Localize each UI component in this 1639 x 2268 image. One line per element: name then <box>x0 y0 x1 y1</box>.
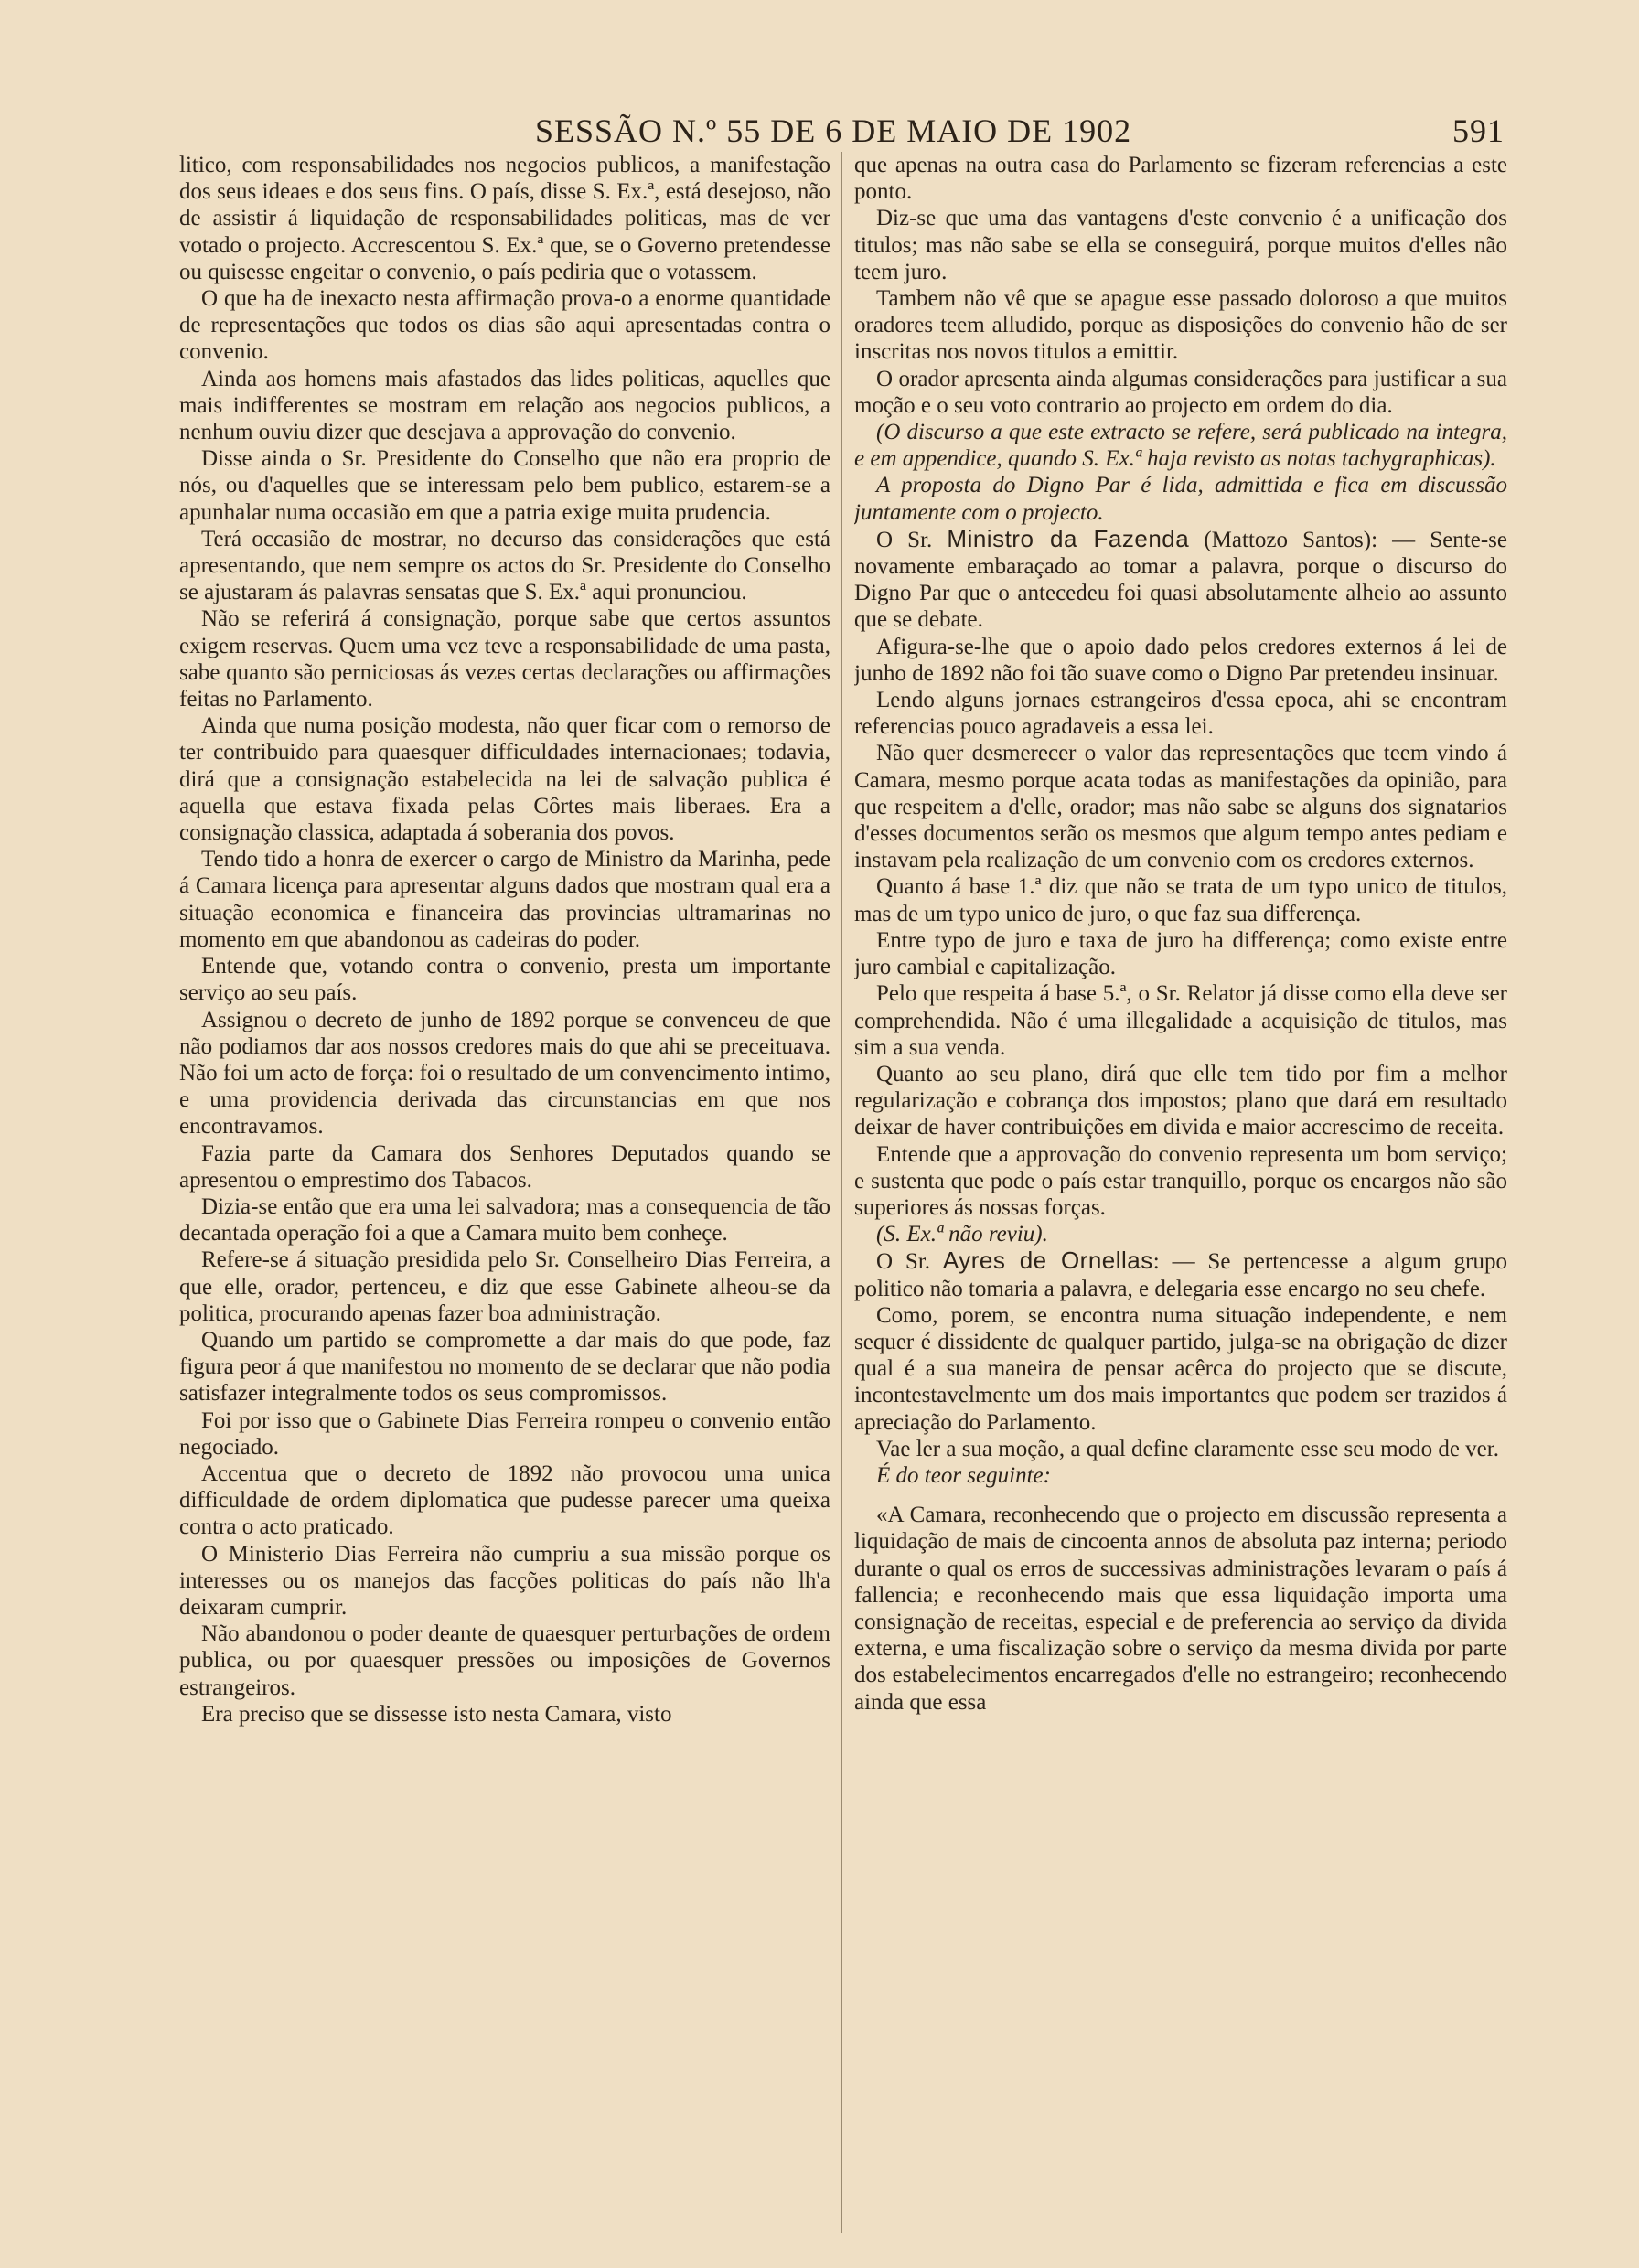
paragraph: Entre typo de juro e taxa de juro ha differença; como existe entre juro cambial e capitalização. <box>854 927 1507 980</box>
paragraph: Pelo que respeita á base 5.ª, o Sr. Relator já disse como ella deve ser comprehendida. Não é uma illegalidade a acquisição de titulos, mas sim a sua venda. <box>854 981 1507 1060</box>
paragraph: Quanto á base 1.ª diz que não se trata de um typo unico de titulos, mas de um typo unico de juro, o que faz sua differença. <box>854 874 1507 926</box>
editorial-note: (O discurso a que este extracto se refere, será publicado na integra, e em appendice, quando S. Ex.ª haja revisto as notas tachygraphicas). <box>854 420 1507 472</box>
speaker-name: Ministro da Fazenda <box>947 524 1190 552</box>
paragraph: Como, porem, se encontra numa situação independente, e nem sequer é dissidente de qualquer partido, julga-se na obrigação de dizer qual é a sua maneira de pensar acêrca do projecto que se discute, incontestavelmente um dos mais importantes que podem ser trazidos á apreciação do Parlamento. <box>854 1302 1507 1435</box>
paragraph: Diz-se que uma das vantagens d'este convenio é a unificação dos titulos; mas não sabe se ella se conseguirá, porque muitos d'elles não teem juro. <box>854 206 1507 284</box>
motion-text: «A Camara, reconhecendo que o projecto em discussão representa a liquidação de mais de cincoenta annos de absoluta paz interna; periodo durante o qual os erros de successivas administrações levaram o país á fallencia; e reconhecendo mais que essa liquidação importa uma consignação de receitas, especial e de preferencia ao serviço da divida externa, e uma fiscalização sobre o serviço da mesma divida por parte dos estabelecimentos encarregados d'elle no estrangeiro; reconhecendo ainda que essa <box>854 1503 1507 1715</box>
speaker-name: Ayres de Ornellas <box>942 1246 1153 1275</box>
right-column <box>854 152 1507 2246</box>
paragraph: Vae ler a sua moção, a qual define claramente esse seu modo de ver. <box>876 1436 1499 1461</box>
paragraph: Tambem não vê que se apague esse passado doloroso a que muitos oradores teem alludido, porque as disposições do convenio hão de ser inscritas nos novos titulos a emittir. <box>854 286 1507 365</box>
paragraph: Era preciso que se dissesse isto nesta Camara, visto <box>201 1701 672 1727</box>
paragraph: Entende que, votando contra o convenio, presta um importante serviço ao seu país. <box>179 954 830 1006</box>
paragraph: Refere-se á situação presidida pelo Sr. Conselheiro Dias Ferreira, a que elle, orador, pertenceu, e diz que esse Gabinete alheou-se da politica, procurando apenas fazer boa administração. <box>179 1247 830 1326</box>
editorial-note: A proposta do Digno Par é lida, admittida e fica em discussão juntamente com o projecto. <box>854 473 1507 525</box>
column-divider <box>841 152 842 2233</box>
paragraph: Fazia parte da Camara dos Senhores Deputados quando se apresentou o emprestimo dos Tabacos. <box>179 1140 830 1193</box>
spacer <box>854 1489 1507 1502</box>
paragraph: Não se referirá á consignação, porque sabe que certos assuntos exigem reservas. Quem uma vez teve a responsabilidade de uma pasta, sabe quanto são perniciosas ás vezes certas declarações ou affirmações feitas no Parlamento. <box>179 606 830 712</box>
paragraph: Quando um partido se compromette a dar mais do que pode, faz figura peor á que manifestou no momento de se declarar que não podia satisfazer integralmente todos os seus compromissos. <box>179 1327 830 1407</box>
paragraph: Não abandonou o poder deante de quaesquer perturbações de ordem publica, ou por quaesquer pressões ou imposições de Governos estrangeiros. <box>179 1621 830 1700</box>
paragraph: litico, com responsabilidades nos negocios publicos, a manifestação dos seus ideaes e dos seus fins. O país, disse S. Ex.ª, está desejoso, não de assistir á liquidação de responsabilidades politicas, mas de ver votado o projecto. Accrescentou S. Ex.ª que, se o Governo pretendesse ou quisesse engeitar o convenio, o país pediria que o votassem. <box>179 153 830 284</box>
paragraph: O que ha de inexacto nesta affirmação prova-o a enorme quantidade de representações que todos os dias são aqui apresentadas contra o convenio. <box>179 286 830 365</box>
page-header <box>535 112 1505 148</box>
paragraph: Accentua que o decreto de 1892 não provocou uma unica difficuldade de ordem diplomatica que pudesse parecer uma queixa contra o acto praticado. <box>179 1460 830 1540</box>
paragraph: Quanto ao seu plano, dirá que elle tem tido por fim a melhor regularização e cobrança dos impostos; plano que dará em resultado deixar de haver contribuições em divida e maior accrescimo de receita. <box>854 1061 1507 1140</box>
paragraph: Foi por isso que o Gabinete Dias Ferreira rompeu o convenio então negociado. <box>179 1407 830 1460</box>
paragraph: Lendo alguns jornaes estrangeiros d'essa epoca, ahi se encontram referencias pouco agradaveis a essa lei. <box>854 688 1507 740</box>
paragraph: Assignou o decreto de junho de 1892 porque se convenceu de que não podiamos dar aos nossos credores mais do que ahi se preceituava. Não foi um acto de força: foi o resultado de um convencimento intimo, e uma providencia derivada das circunstancias em que nos encontravamos. <box>179 1007 830 1139</box>
paragraph: Não quer desmerecer o valor das representações que teem vindo á Camara, mesmo porque acata todas as manifestações da opinião, para que respeitem a d'elle, orador; mas não sabe se alguns dos signatarios d'esses documentos serão os mesmos que algum tempo antes pediam e instavam pela realização de um convenio com os credores externos. <box>854 741 1507 873</box>
speech-lead: O Sr. <box>876 527 948 552</box>
paragraph: Disse ainda o Sr. Presidente do Conselho que não era proprio de nós, ou d'aquelles que se interessam pelo bem publico, estarem-se a apunhalar numa occasião em que a patria exige muita prudencia. <box>179 446 830 525</box>
speech-paragraph <box>854 526 1507 634</box>
paragraph: Entende que a approvação do convenio representa um bom serviço; e sustenta que pode o país estar tranquillo, porque os encargos não são superiores ás nossas forças. <box>854 1141 1507 1220</box>
speech-text: : — Se pertencesse a algum grupo politico não tomaria a palavra, e delegaria esse encargo no seu chefe. <box>854 1249 1507 1301</box>
paragraph: Dizia-se então que era uma lei salvadora; mas a consequencia de tão decantada operação foi a que a Camara muito bem conheçe. <box>179 1193 830 1246</box>
editorial-note: (S. Ex.ª não reviu). <box>876 1222 1048 1247</box>
session-title: SESSÃO N.º 55 DE 6 DE MAIO DE 1902 <box>535 112 1132 149</box>
paragraph: Ainda que numa posição modesta, não quer ficar com o remorso de ter contribuido para quaesquer difficuldades internacionaes; todavia, dirá que a consignação estabelecida na lei de salvação publica é aquella que estava fixada pelas Côrtes mais liberaes. Era a consignação classica, adaptada á soberania dos povos. <box>179 713 830 846</box>
editorial-note: É do teor seguinte: <box>876 1462 1051 1488</box>
paragraph: Tendo tido a honra de exercer o cargo de Ministro da Marinha, pede á Camara licença para apresentar alguns dados que mostram qual era a situação economica e financeira das provincias ultramarinas no momento em que abandonou as cadeiras do poder. <box>179 847 830 952</box>
paragraph: Ainda aos homens mais afastados das lides politicas, aquelles que mais indifferentes se mostram em relação aos negocios publicos, a nenhum ouviu dizer que desejava a approvação do convenio. <box>179 366 830 445</box>
speech-lead: O Sr. <box>876 1249 943 1275</box>
left-column <box>179 152 830 2246</box>
speech-text: (Mattozo Santos): — Sente-se novamente embaraçado ao tomar a palavra, porque o discurso do Digno Par que o antecedeu foi quasi absolutamente alheio ao assunto que se debate. <box>854 527 1507 633</box>
paragraph: Terá occasião de mostrar, no decurso das considerações que está apresentando, que nem sempre os actos do Sr. Presidente do Conselho se ajustaram ás palavras sensatas que S. Ex.ª aqui pronunciou. <box>179 526 830 605</box>
paragraph: Afigura-se-lhe que o apoio dado pelos credores externos á lei de junho de 1892 não foi tão suave como o Digno Par pretendeu insinuar. <box>854 634 1507 686</box>
paragraph: que apenas na outra casa do Parlamento se fizeram referencias a este ponto. <box>854 153 1507 205</box>
paragraph: O Ministerio Dias Ferreira não cumpriu a sua missão porque os interesses ou os manejos das facções politicas do país não lh'a deixaram cumprir. <box>179 1541 830 1620</box>
paragraph: O orador apresenta ainda algumas considerações para justificar a sua moção e o seu voto contrario ao projecto em ordem do dia. <box>854 366 1507 418</box>
speech-paragraph <box>854 1247 1507 1301</box>
page-number: 591 <box>1452 112 1505 149</box>
